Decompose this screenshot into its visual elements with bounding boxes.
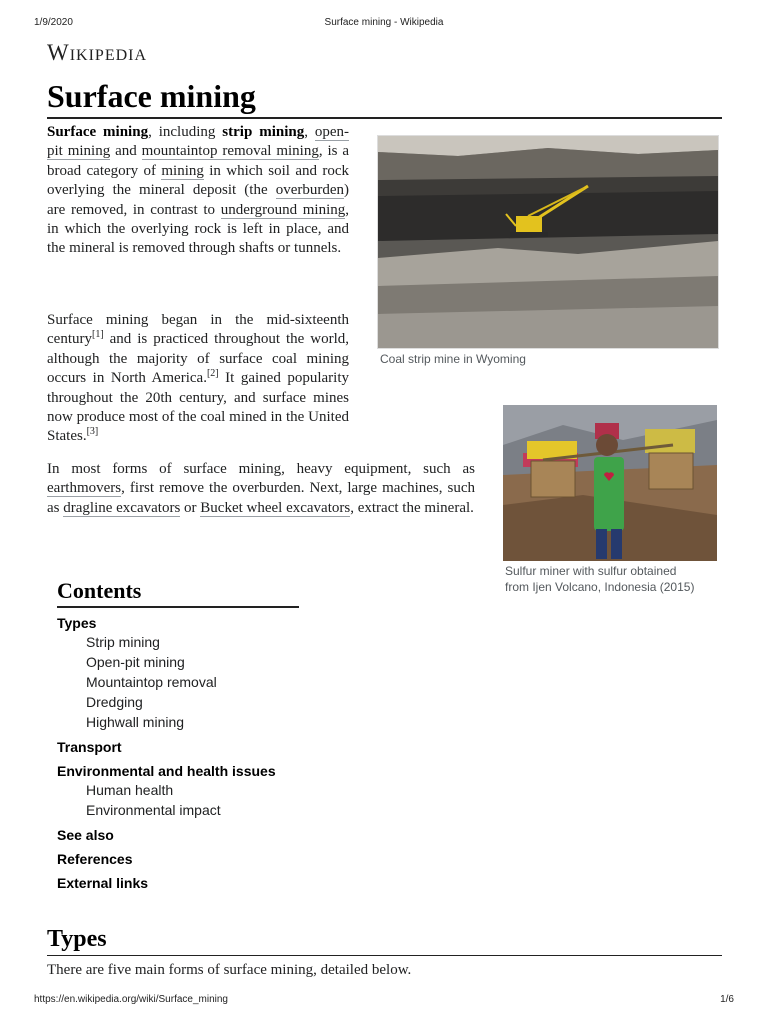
reference-2[interactable]: [2] [206,368,219,380]
types-intro-text: There are five main forms of surface mining, detailed below. [47,962,412,978]
link-earthmovers[interactable]: earthmovers [47,480,122,497]
intro-paragraph-2a: Surface mining began in the mid-sixteenth century[1] and is practiced throughout the world, although the majority of surface coal mining occurs in North America.[2] It gained popularity throughout the 20th century, and surface mines now produce most of the coal mined in the United States.[3] [47,312,349,445]
wikipedia-logo[interactable]: Wikipedia [47,40,148,65]
toc-group [57,826,357,844]
reference-1[interactable]: [1] [91,329,104,341]
sulfur-miner-illustration [503,405,717,561]
sulfur-miner-image[interactable] [503,405,717,561]
page-title: Surface mining [47,76,722,119]
link-mining[interactable]: mining [161,162,204,179]
coal-strip-mine-image[interactable] [377,135,719,349]
toc-subitem-dredging[interactable]: Dredging [86,694,143,710]
link-dragline-excavators[interactable]: dragline excavators [63,499,181,516]
reference-3[interactable]: [3] [86,426,99,438]
figure-caption: Coal strip mine in Wyoming [380,352,526,366]
toc-group [57,762,357,820]
toc-group [57,614,357,732]
toc-subitem-environmental-impact[interactable]: Environmental impact [86,802,221,818]
print-title: Surface mining - Wikipedia [324,17,444,28]
toc-subitem-open-pit-mining[interactable]: Open-pit mining [86,654,185,670]
bold-term: Surface mining [47,124,149,140]
toc-subitem-mountaintop-removal[interactable]: Mountaintop removal [86,674,217,690]
toc-item-references[interactable]: References [57,851,133,867]
toc-subitem-human-health[interactable]: Human health [86,782,174,798]
link-open-pit-mining[interactable]: open-pit mining [47,124,350,160]
link-overburden[interactable]: overburden [275,182,344,199]
table-of-contents [57,614,357,898]
print-page-number: 1/6 [720,994,734,1005]
toc-group [57,874,357,892]
section-heading-types: Types [47,924,722,956]
toc-subitem-strip-mining[interactable]: Strip mining [86,634,160,650]
link-bucket-wheel-excavators[interactable]: Bucket wheel excavators [200,499,351,516]
toc-item-types[interactable]: Types [57,615,97,631]
toc-item-external-links[interactable]: External links [57,875,149,891]
toc-group [57,738,357,756]
toc-item-transport[interactable]: Transport [57,739,122,755]
toc-item-environmental-and-health-issues[interactable]: Environmental and health issues [57,763,276,779]
intro-paragraph-3: In most forms of surface mining, heavy equipment, such as earthmovers, first remove the overburden. Next, large machines, such as dragline excavators or Bucket wheel excavators, extract the mineral. [47,461,475,516]
figure-caption: Sulfur miner with sulfur obtained from Ijen Volcano, Indonesia (2015) [505,564,695,594]
print-header [0,17,768,31]
coal-mine-illustration [378,136,718,348]
contents-heading: Contents [57,578,299,608]
print-url: https://en.wikipedia.org/wiki/Surface_mining [34,994,228,1005]
bold-term: strip mining [222,124,305,140]
toc-subitem-highwall-mining[interactable]: Highwall mining [86,714,185,730]
link-underground-mining[interactable]: underground mining [220,201,346,218]
print-date: 1/9/2020 [34,17,73,28]
toc-item-see-also[interactable]: See also [57,827,114,843]
print-footer [0,994,768,1008]
toc-group [57,850,357,868]
link-mountaintop-removal[interactable]: mountaintop removal mining [141,143,319,160]
intro-paragraph-1: Surface mining, including strip mining, open-pit mining and mountaintop removal mining, is a broad category of mining in which soil and rock overlying the mineral deposit (the overburden) are removed, in contrast to underground mining, in which the overlying rock is left in place, and the mineral is removed through shafts or tunnels. [47,124,350,257]
